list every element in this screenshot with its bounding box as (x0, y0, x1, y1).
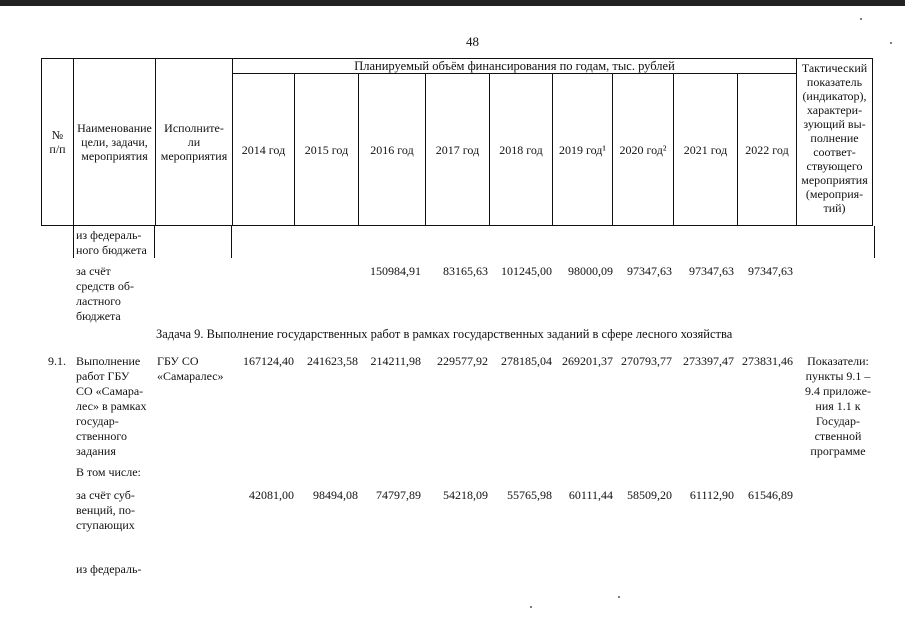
regional-value-2021: 97347,63 (689, 264, 734, 278)
regional-value-2018: 101245,00 (501, 264, 552, 278)
task-9-title: Задача 9. Выполнение государственных работ в рамках государственных заданий в сфере лесного хозяйства (156, 327, 733, 341)
item-value-2022: 273831,46 (742, 354, 793, 368)
subv-value-2014: 42081,00 (249, 488, 294, 502)
item-value-2016: 214211,98 (370, 354, 421, 368)
subv-value-2022: 61546,89 (748, 488, 793, 502)
header-executor: Исполните- ли мероприятия (156, 59, 233, 226)
regional-budget-label: за счёт средств об- ластного бюджета (76, 264, 134, 323)
item-value-2020: 270793,77 (621, 354, 672, 368)
header-year: 2019 год¹ (553, 74, 613, 226)
item-value-2017: 229577,92 (437, 354, 488, 368)
header-indicator: Тактический показатель (индикатор), характери- зующий вы- полнение соответ- ствующего мероприятия (мероприя- тий) (797, 59, 873, 226)
header-financing: Планируемый объём финансирования по годам, тыс. рублей (233, 59, 797, 74)
header-year: 2017 год (426, 74, 490, 226)
scan-speck (530, 606, 532, 608)
header-year: 2018 год (490, 74, 553, 226)
subv-value-2019: 60111,44 (568, 488, 613, 502)
page-number: 48 (466, 34, 479, 49)
subv-value-2018: 55765,98 (507, 488, 552, 502)
header-num: № п/п (42, 59, 74, 226)
header-year: 2014 год (233, 74, 295, 226)
item-indicator: Показатели: пункты 9.1 – 9.4 приложе- ния 1.1 к Государ- ственной программе (805, 354, 871, 458)
item-name: Выполнение работ ГБУ СО «Самара- лес» в рамках государ- ственного задания (76, 354, 147, 458)
scan-speck (890, 42, 892, 44)
subv-value-2015: 98494,08 (313, 488, 358, 502)
item-value-2015: 241623,58 (307, 354, 358, 368)
header-name: Наименование цели, задачи, мероприятия (74, 59, 156, 226)
regional-value-2016: 150984,91 (370, 264, 421, 278)
page-top-border (0, 0, 905, 6)
regional-value-2019: 98000,09 (568, 264, 613, 278)
subv-value-2020: 58509,20 (627, 488, 672, 502)
including-label: В том числе: (76, 465, 141, 479)
column-divider (154, 226, 155, 258)
table-header (41, 58, 873, 226)
federal-budget-label-2: из федераль- (76, 562, 142, 576)
column-divider (874, 226, 875, 258)
item-value-2019: 269201,37 (562, 354, 613, 368)
column-divider (73, 226, 74, 258)
item-number: 9.1. (48, 354, 66, 368)
header-year: 2021 год (674, 74, 738, 226)
scan-speck (618, 596, 620, 598)
regional-value-2020: 97347,63 (627, 264, 672, 278)
header-year: 2020 год² (613, 74, 674, 226)
header-year: 2016 год (359, 74, 426, 226)
regional-value-2017: 83165,63 (443, 264, 488, 278)
regional-value-2022: 97347,63 (748, 264, 793, 278)
column-divider (231, 226, 232, 258)
item-value-2014: 167124,40 (243, 354, 294, 368)
subventions-label: за счёт суб- венций, по- ступающих (76, 488, 136, 532)
scan-speck (860, 18, 862, 20)
item-value-2021: 273397,47 (683, 354, 734, 368)
item-executor: ГБУ СО «Самаралес» (157, 354, 224, 383)
subv-value-2021: 61112,90 (689, 488, 734, 502)
item-value-2018: 278185,04 (501, 354, 552, 368)
subv-value-2017: 54218,09 (443, 488, 488, 502)
header-year: 2015 год (295, 74, 359, 226)
subv-value-2016: 74797,89 (376, 488, 421, 502)
federal-budget-label: из федераль- ного бюджета (76, 228, 147, 257)
header-year: 2022 год (738, 74, 797, 226)
